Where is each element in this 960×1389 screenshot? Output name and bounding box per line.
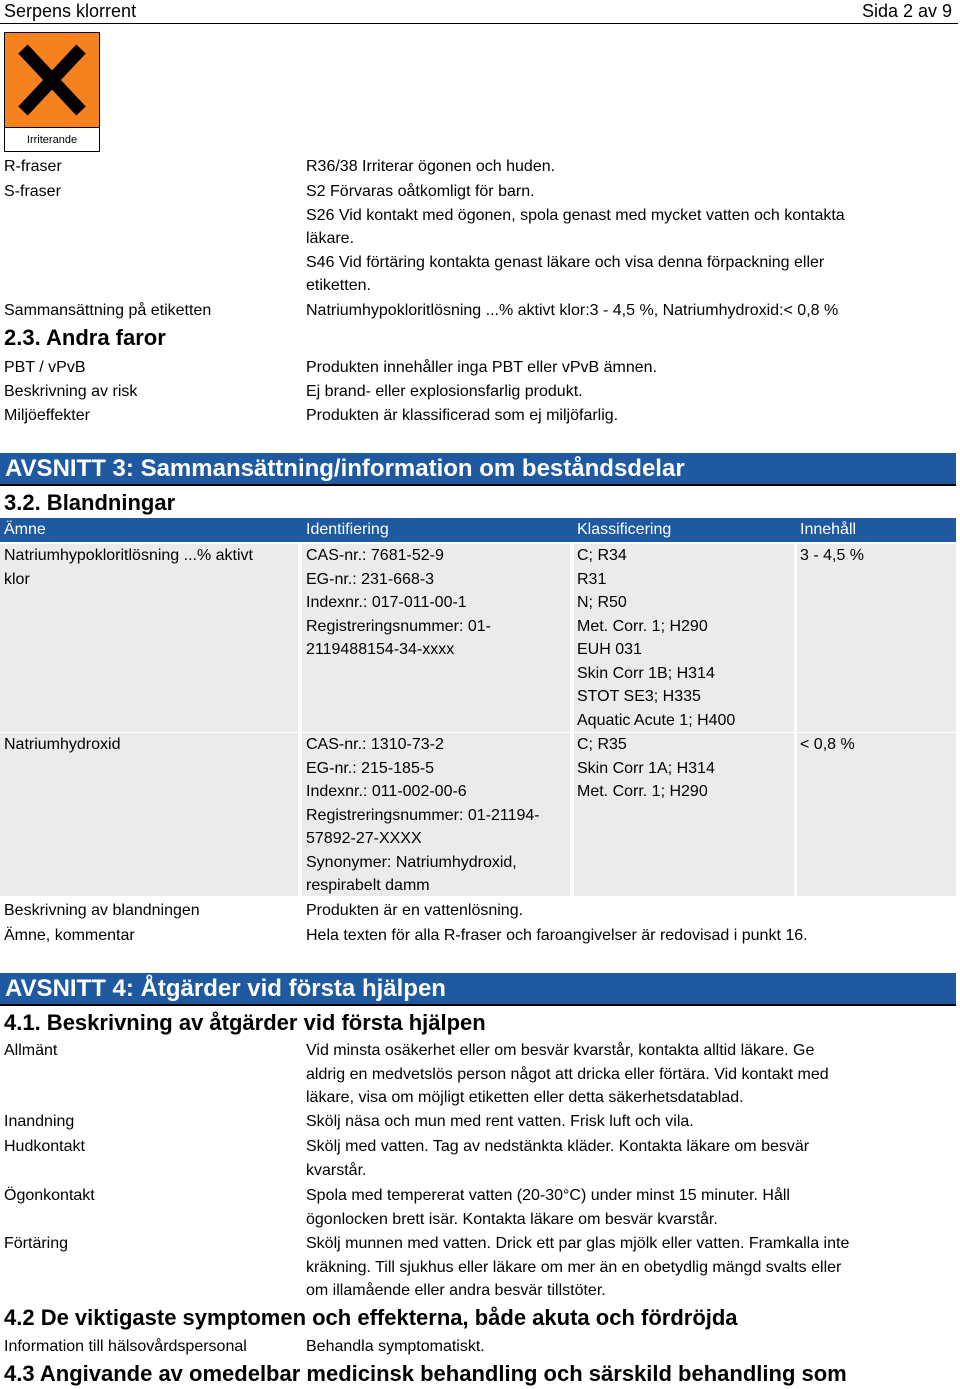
table-cell — [0, 733, 298, 896]
col-header: Innehåll — [800, 521, 857, 538]
substance-classification — [577, 544, 735, 732]
line: S2 Förvaras oåtkomligt för barn. — [306, 183, 535, 200]
page-number: Sida 2 av 9 — [861, 1, 952, 21]
line: Skin Corr 1A; H314 — [577, 759, 715, 777]
row-value — [306, 1135, 896, 1182]
line: Skin Corr 1B; H314 — [577, 664, 715, 682]
line: Met. Corr. 1; H290 — [577, 783, 708, 800]
subsection-title: 4.2 De viktigaste symptomen och effekterna, både akuta och fördröjda — [4, 1305, 738, 1330]
line: om illamående eller andra besvär tillstöter. — [306, 1282, 606, 1299]
line: Indexnr.: 011-002-00-6 — [306, 783, 467, 800]
row-label: Beskrivning av blandningen — [4, 902, 200, 919]
subsection-title: 4.1. Beskrivning av åtgärder vid första hjälpen — [4, 1010, 486, 1035]
row-value: Ej brand- eller explosionsfarlig produkt. — [306, 383, 583, 400]
line: C; R35 — [577, 736, 627, 753]
line: Skölj näsa och mun med rent vatten. Frisk luft och vila. — [306, 1113, 694, 1130]
line: Met. Corr. 1; H290 — [577, 617, 708, 635]
row-value — [306, 180, 896, 298]
line: aldrig en medvetslös person något att dricka eller förtära. Vid kontakt med — [306, 1065, 829, 1083]
section-title: AVSNITT 4: Åtgärder vid första hjälpen — [5, 975, 446, 1002]
row-label: Information till hälsovårdspersonal — [4, 1338, 247, 1355]
line: Skölj munnen med vatten. Drick ett par glas mjölk eller vatten. Framkalla inte — [306, 1235, 850, 1252]
line: C; R34 — [577, 547, 627, 564]
line: Registreringsnummer: 01- — [306, 617, 491, 635]
irritant-x-icon — [5, 33, 99, 127]
line: R31 — [577, 570, 607, 588]
col-header: Identifiering — [306, 521, 389, 538]
line: STOT SE3; H335 — [577, 688, 701, 705]
row-label: Inandning — [4, 1113, 75, 1130]
substance-content: < 0,8 % — [800, 736, 855, 753]
table-header — [0, 518, 956, 542]
line: Vid minsta osäkerhet eller om besvär kvarstår, kontakta alltid läkare. Ge — [306, 1042, 815, 1059]
row-label: PBT / vPvB — [4, 359, 86, 376]
line: 2119488154-34-xxxx — [306, 641, 455, 658]
row-label: Ämne, kommentar — [4, 927, 135, 944]
row-label: R-fraser — [4, 158, 62, 175]
row-label: Sammansättning på etiketten — [4, 302, 212, 319]
substance-classification — [577, 733, 715, 804]
row-label: Miljöeffekter — [4, 407, 90, 424]
row-value: Natriumhypokloritlösning ...% aktivt klor:3 - 4,5 %, Natriumhydroxid:< 0,8 % — [306, 302, 839, 319]
section-title: AVSNITT 3: Sammansättning/information om beståndsdelar — [5, 455, 685, 482]
line: Indexnr.: 017-011-00-1 — [306, 594, 467, 611]
line: Registreringsnummer: 01-21194- — [306, 806, 540, 824]
row-value: Produkten är klassificerad som ej miljöfarlig. — [306, 407, 619, 424]
line: S26 Vid kontakt med ögonen, spola genast med mycket vatten och kontakta — [306, 206, 845, 224]
line: Natriumhypokloritlösning ...% aktivt — [4, 547, 253, 564]
substance-ident — [306, 544, 491, 662]
line: Synonymer: Natriumhydroxid, — [306, 853, 517, 871]
line: EUH 031 — [577, 641, 642, 658]
subsection-title: 2.3. Andra faror — [4, 325, 166, 350]
col-header: Ämne — [4, 521, 46, 538]
section-4-header — [0, 973, 956, 1006]
line: kvarstår. — [306, 1161, 367, 1179]
substance-content: 3 - 4,5 % — [800, 547, 865, 564]
subsection-title: 4.3 Angivande av omedelbar medicinsk behandling och särskild behandling som — [4, 1361, 847, 1386]
line: respirabelt damm — [306, 877, 430, 894]
row-value — [306, 1039, 896, 1110]
row-label: Förtäring — [4, 1235, 69, 1252]
line: N; R50 — [577, 594, 627, 611]
page-header — [0, 0, 960, 22]
substance-name — [4, 733, 120, 757]
row-label: Beskrivning av risk — [4, 383, 138, 400]
hazard-pictogram — [4, 32, 100, 152]
row-label: Ögonkontakt — [4, 1187, 95, 1204]
row-value: R36/38 Irriterar ögonen och huden. — [306, 158, 556, 175]
row-value — [306, 1184, 896, 1231]
row-value: Hela texten för alla R-fraser och faroangivelser är redovisad i punkt 16. — [306, 927, 808, 944]
subsection-title: 3.2. Blandningar — [4, 490, 176, 515]
line: Natriumhydroxid — [4, 736, 121, 753]
row-value: Produkten innehåller inga PBT eller vPvB ämnen. — [306, 359, 658, 376]
substance-ident — [306, 733, 540, 898]
table-cell — [797, 544, 956, 732]
line: 57892-27-XXXX — [306, 830, 422, 847]
line: läkare. — [306, 230, 355, 247]
row-label: S-fraser — [4, 183, 61, 200]
col-header: Klassificering — [577, 521, 672, 538]
line: etiketten. — [306, 277, 371, 294]
row-value — [306, 1232, 896, 1303]
line: klor — [4, 570, 30, 588]
line: CAS-nr.: 7681-52-9 — [306, 547, 444, 564]
product-name: Serpens klorrent — [4, 1, 137, 21]
row-value: Behandla symptomatiskt. — [306, 1338, 485, 1355]
line: kräkning. Till sjukhus eller läkare om mer än en obetydlig mängd svalts eller — [306, 1258, 842, 1276]
table-cell — [797, 733, 956, 896]
line: S46 Vid förtäring kontakta genast läkare och visa denna förpackning eller — [306, 253, 825, 271]
row-value: Produkten är en vattenlösning. — [306, 902, 524, 919]
header-divider — [0, 23, 958, 24]
substance-name — [4, 544, 298, 591]
line: EG-nr.: 231-668-3 — [306, 570, 435, 588]
section-3-header — [0, 453, 956, 486]
row-label: Allmänt — [4, 1042, 58, 1059]
row-label: Hudkontakt — [4, 1138, 85, 1155]
line: ögonlocken brett isär. Kontakta läkare om besvär kvarstår. — [306, 1210, 718, 1228]
line: Aquatic Acute 1; H400 — [577, 711, 736, 729]
row-value — [306, 1110, 896, 1134]
line: EG-nr.: 215-185-5 — [306, 759, 435, 777]
pictogram-caption: Irriterande — [5, 127, 99, 152]
line: läkare, visa om möjligt etiketten eller detta säkerhetsdatablad. — [306, 1089, 744, 1106]
line: CAS-nr.: 1310-73-2 — [306, 736, 444, 753]
line: Spola med tempererat vatten (20-30°C) under minst 15 minuter. Håll — [306, 1187, 790, 1204]
line: Skölj med vatten. Tag av nedstänkta kläder. Kontakta läkare om besvär — [306, 1138, 810, 1155]
